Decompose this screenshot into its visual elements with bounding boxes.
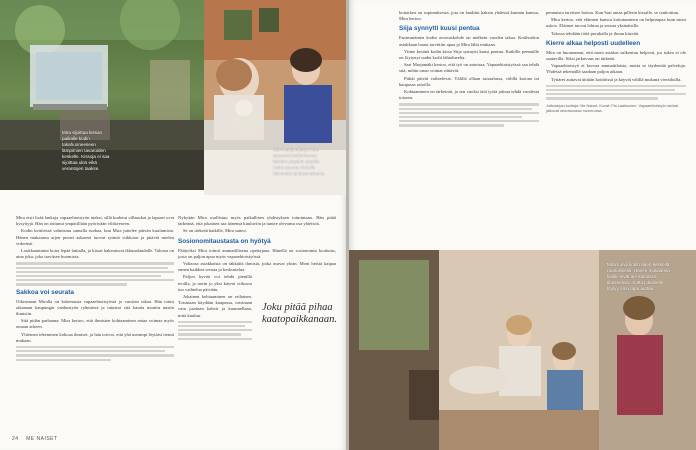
paragraph: Oikeastaan Miralla on kokemusta vapaaehtoistyöstä jo vuosien takaa. Hän toimi aikanaan kaupungin vanhustyön ryhmässä ja tutustui sitä kautta moniin uusiin ihmisiin. [16, 298, 174, 316]
paragraph: Jokainen kohtaaminen on erilainen. Toisinaan käydään kaupassa, toisinaan vain juodaan kahvit ja kuunnellaan, mitä kuuluu. [178, 294, 252, 318]
paragraph: Kohtaaminen on tärkeintä, ja sen vuoksi tätä työtä jaksaa tehdä vuodesta toiseen. [399, 89, 539, 101]
pull-quote: Joku pitää pihaa kaatopaikkanaan. [262, 302, 337, 325]
left-column-1 [16, 215, 174, 363]
right-column-2 [546, 10, 686, 114]
paragraph: Mira kertoo, että eläinten kanssa kotiutuminen on helpompaa kuin moni uskoo. Eläimet tuovat lohtua ja seuraa yksinäisille. [546, 17, 686, 29]
paragraph: Nykyään Mira osallistuu myös paikallisen yhdistyksen toimintaan. Hän pitää tärkeänä, että jokainen saa äänensä kuuluviin ja tuntee olevansa osa yhteisöä. [178, 215, 336, 227]
page-number: 24 [12, 436, 19, 442]
photo-sunroom [0, 0, 204, 190]
paragraph: Loukkaantunut koira lepää lattialla, ja kissat hakeutuvat ikkunalaudalle. Talossa on aina joku, joka tarvitsee huomiota. [16, 248, 174, 260]
paragraph: Se on tärkeää kaikille, Mira sanoo. [183, 228, 247, 234]
paragraph: Kodin keittiössä valmistuu samalla ruokaa, kun Mira juttelee päivän kuulumisia. Hänen mukaansa arjen pienet askareet tuovat rytmiä viikkoon ja pitävät mielen virkeänä. [16, 228, 174, 246]
paragraph: kotiarkea on sopimuksesta, jota on laadittu kaksin yhdessä kunnan kanssa, Mira kertoo. [399, 10, 539, 22]
paragraph: Yhteinen tekeminen kokoaa ihmiset, ja hän toivoo, että yhä useampi löytäisi tiensä mukaan. [16, 331, 174, 343]
paragraph: Ensimmäinen kodin avustuskohde on melkein vuoden takaa. Kotihoidon asiakkaan luona tarvittiin apua ja Mira lähti mukaan. [399, 35, 539, 47]
paragraph: Vapaaehtoistyö ei korvaa ammattilaisia, mutta se täydentää palveluja. Yhdessä tekemällä saadaan paljon aikaan. [546, 63, 686, 75]
paragraph: Mira on huomannut, että moni asiakas sulkeutuu helposti, jos tukea ei ole saatavilla. Siksi jatkuvuus on tärkeää. [546, 49, 686, 62]
subhead-sakkoa: Sakkoa voi seurata [16, 288, 74, 296]
page-folio [12, 436, 58, 442]
left-page [0, 0, 347, 450]
paragraph: Sitä pidän parhaana: Mira kertoo, että ihmisten kohtaaminen antaa voimaa myös omaan arkeen. [16, 318, 174, 330]
paragraph: Sari Marjamäki kertoo, että työ on antoisaa. Vapaaehtoistyössä saa tehdä sitä, mihin omat voimat riittävät. [399, 62, 539, 74]
photo-family-caption: Mira luovii kodin arjen keskellä rauhallisesti. Hänen mukaansa kaikki eivät ole samassa tilanteessa, mutta jokaiselle löytyy oma tapa auttaa. [607, 262, 670, 291]
photo-family [349, 250, 696, 450]
paragraph: Valtaosa asiakkaista on iäkkäitä ihmisiä, jotka asuvat yksin. Moni heistä kaipaa ennen kaikkea seuraa ja keskustelua. [178, 261, 336, 273]
paragraph: Talossa tehdään töitä porukalla ja ilman kiirettä. [551, 30, 640, 36]
photo-credit: Juttusarjan tuottaja: Me Naiset. Kuvat: Pia Laaksonen. Vapaaehtoistyön tarinat jatkuvat seuraavassa numerossa. [546, 103, 679, 113]
right-page [349, 0, 696, 450]
paragraph: Viime kesänä kodin kissa Siija synnytti kuusi pentua. Kaikille pennuille on löytynyt uudet kodit lähialueelta. [399, 48, 539, 61]
subhead-kierre: Kierre alkaa helposti uudelleen [546, 39, 641, 47]
photo-sunroom-caption: Mira sijoittaa kissan paikalle kodin takahuoneeseen lämpimien tavaroiden keskelle. Kissoja ei saa sijoittaa ulos eikä verantojen taakse. [62, 130, 110, 171]
paragraph: Paljon hyvää voi tehdä pienillä teoilla, ja usein jo yksi käynti viikossa tuo vaihtelua päivään. [178, 274, 252, 292]
paragraph: Mira etsii lisää lankoja vapaaehtoistyön tueksi, sillä kudotut villasukat ja lapaset ovat kysyttyjä. Hän on tottunut ympärillään pyörivään vilskeeseen. [16, 215, 174, 227]
photo-kitchen-caption: Sari Marjamäki ja Mira tapaavat kotihoivassa keittiön pöydän äärellä. Koira seuraa vierellä tilannetta tarkkaavaisena. [273, 147, 326, 176]
paragraph: Päätyöksi Mira toimii ammatillisena opettajana. Hänellä on sosionomin koulutus, josta on paljon apua myös vapaaehtoistyössä. [178, 247, 336, 259]
subhead-siija: Siija synnytti kuusi pentua [399, 25, 480, 33]
magazine-name: ME NAISET [26, 436, 58, 442]
paragraph: Tyttäret auttavat äitiään kotitöissä ja käyvät välillä mukana vierailuilla. [551, 76, 682, 82]
paragraph: pennuista tarvitsee hoitoa. Kun Sari antaa pillerin kissalle, se rauhoittuu. [546, 10, 680, 15]
paragraph: Pitkät päivät vaihtelevat. Välillä ollaan sairaalassa, välillä kotona tai kaupassa asioilla. [399, 75, 539, 87]
photo-kitchen [204, 0, 347, 195]
right-column-1 [399, 10, 539, 129]
subhead-sosionomitausta: Sosionomitaustasta on hyötyä [178, 237, 271, 245]
